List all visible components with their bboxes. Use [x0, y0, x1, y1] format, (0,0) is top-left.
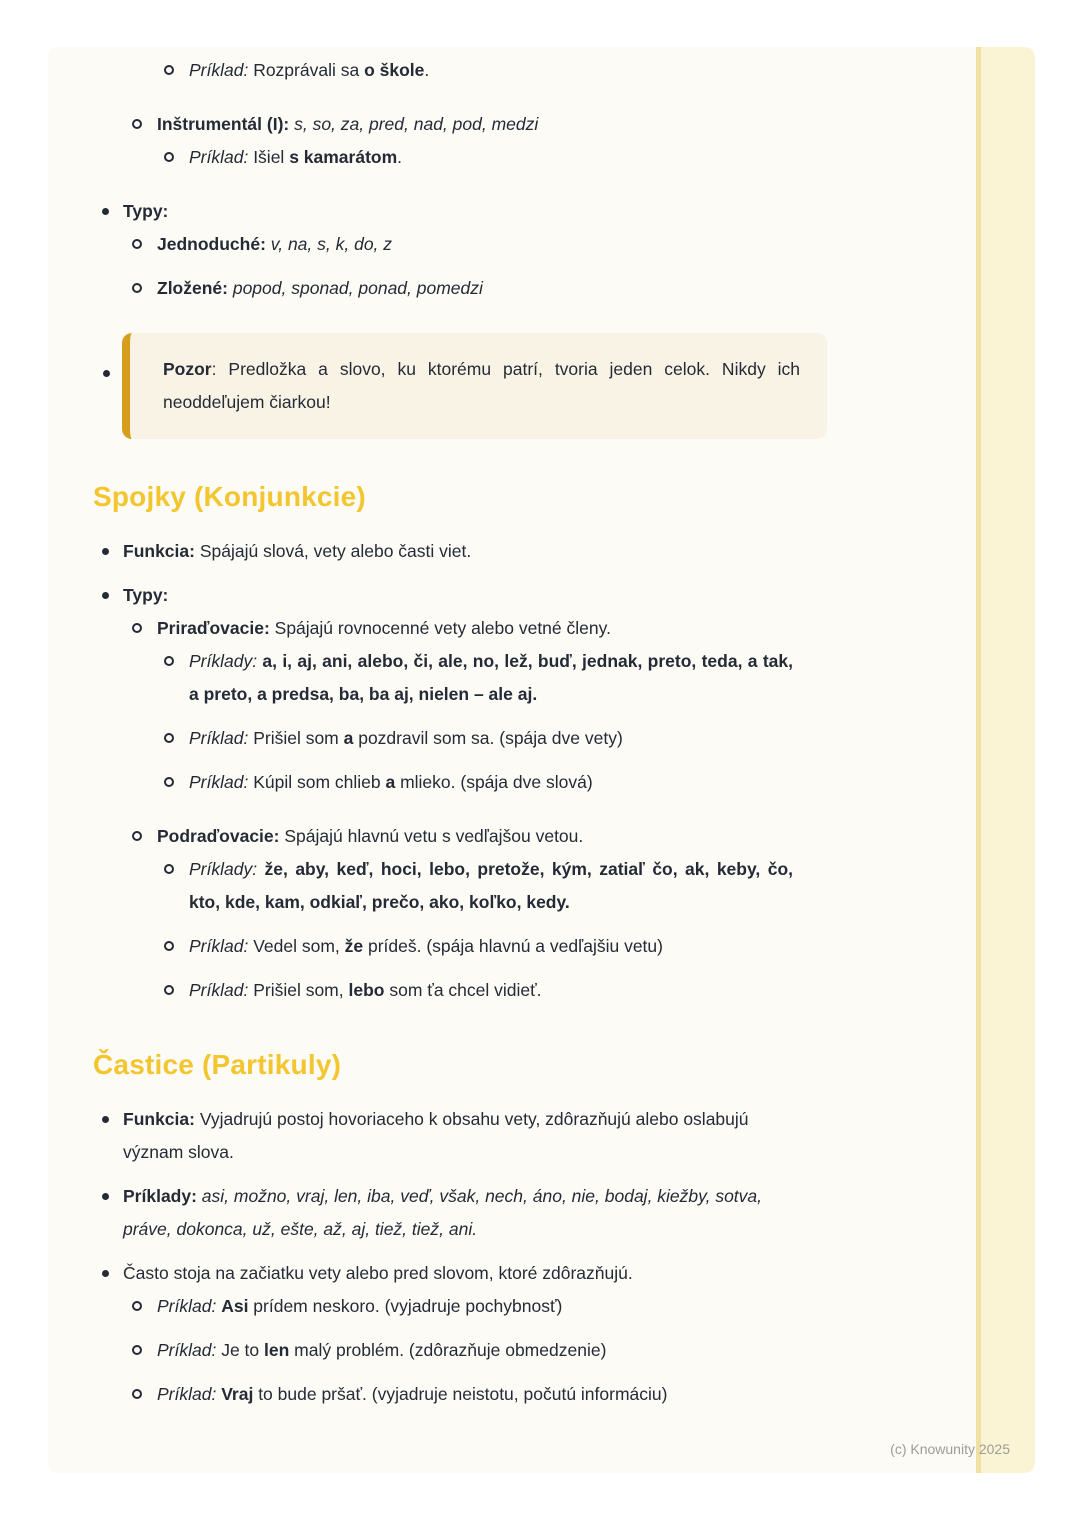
text-segment: Príklady: [123, 1186, 197, 1206]
circle-bullet-icon [132, 623, 142, 633]
text-segment: to bude pršať. (vyjadruje neistotu, počutú informáciu) [253, 1384, 668, 1404]
list-item [93, 141, 793, 174]
text-segment: Asi [221, 1296, 249, 1316]
text-segment: Spájajú slová, vety alebo časti viet. [194, 541, 472, 561]
circle-bullet-icon [164, 864, 174, 874]
circle-bullet-icon [164, 152, 174, 162]
text-segment: s kamarátom [289, 147, 398, 167]
text-segment: asi, možno, vraj, len, iba, veď, však, nech, áno, nie, bodaj, kiežby, sotva, práve, dokonca, už, ešte, až, aj, tiež, tiež, ani. [123, 1186, 763, 1239]
text-segment: Príklad: [189, 980, 249, 1000]
text-segment: prídem neskoro. (vyjadruje pochybnosť) [248, 1296, 563, 1316]
page-accent-stripe [976, 47, 1035, 1473]
circle-bullet-icon [132, 119, 142, 129]
text-segment: pozdravil som sa. (spája dve vety) [353, 728, 623, 748]
text-segment: Typy: [123, 585, 169, 605]
text-segment: Príklad: [189, 936, 249, 956]
text-segment: malý problém. (zdôrazňuje obmedzenie) [289, 1340, 607, 1360]
circle-bullet-icon [132, 239, 142, 249]
text-segment: Príklad: [189, 147, 249, 167]
circle-bullet-icon [164, 733, 174, 743]
text-segment: Často stoja na začiatku vety alebo pred slovom, ktoré zdôrazňujú. [123, 1263, 633, 1283]
text-segment: s, so, za, pred, nad, pod, medzi [289, 114, 539, 134]
list-item [93, 1378, 793, 1411]
text-segment: Príklad: [157, 1340, 217, 1360]
text-segment: a [385, 772, 396, 792]
text-segment: o škole [364, 60, 425, 80]
bullet-icon [102, 548, 109, 555]
text-segment: že [344, 936, 364, 956]
list-item [93, 1290, 793, 1323]
list-item [93, 722, 793, 755]
text-segment: prídeš. (spája hlavnú a vedľajšiu vetu) [363, 936, 663, 956]
text-segment: a, i, aj, ani, alebo, či, ale, no, lež, buď, jednak, preto, teda, a tak, a preto, a predsa, ba, ba aj, nielen – ale aj. [189, 651, 793, 704]
text-segment: Príklad: [157, 1296, 217, 1316]
circle-bullet-icon [164, 656, 174, 666]
list-item [93, 974, 793, 1007]
callout-list-item [93, 333, 800, 439]
text-segment: len [264, 1340, 290, 1360]
text-segment: Pozor [163, 359, 212, 379]
circle-bullet-icon [164, 65, 174, 75]
warning-callout [122, 333, 827, 439]
text-segment: Kúpil som chlieb [248, 772, 386, 792]
text-segment: Rozprávali sa [248, 60, 365, 80]
text-segment: . [397, 147, 403, 167]
circle-bullet-icon [132, 1345, 142, 1355]
copyright-footer: (c) Knowunity 2025 [890, 1441, 1010, 1457]
text-segment: Príklad: [189, 60, 249, 80]
list-item [93, 853, 793, 919]
list-item [93, 272, 793, 305]
text-segment: Príklad: [157, 1384, 217, 1404]
text-segment: Príklad: [189, 728, 249, 748]
bullet-icon [102, 1193, 109, 1200]
text-segment: Vyjadrujú postoj hovoriaceho k obsahu vety, zdôrazňujú alebo oslabujú význam slova. [123, 1109, 749, 1162]
text-segment: Je to [216, 1340, 264, 1360]
text-segment: Podraďovacie: [157, 826, 280, 846]
bullet-icon [102, 1116, 109, 1123]
list-item [93, 579, 793, 612]
text-segment: Vedel som, [248, 936, 345, 956]
list-item [93, 766, 793, 799]
list-item [93, 930, 793, 963]
text-segment: Priraďovacie: [157, 618, 270, 638]
text-segment: Spájajú rovnocenné vety alebo vetné členy. [269, 618, 611, 638]
circle-bullet-icon [132, 1301, 142, 1311]
text-segment: Išiel [248, 147, 290, 167]
text-segment: som ťa chcel vidieť. [384, 980, 542, 1000]
text-segment: Prišiel som, [248, 980, 349, 1000]
text-segment: . [424, 60, 430, 80]
text-segment: Spájajú hlavnú vetu s vedľajšou vetou. [279, 826, 584, 846]
list-item [93, 228, 793, 261]
list-item [93, 54, 793, 87]
text-segment: Jednoduché: [157, 234, 266, 254]
list-item [93, 1103, 793, 1169]
bullet-icon [102, 1270, 109, 1277]
text-segment: Inštrumentál (I): [157, 114, 290, 134]
section-heading: Spojky (Konjunkcie) [93, 481, 366, 512]
list-item [93, 108, 793, 141]
list-item [93, 612, 793, 645]
list-item [93, 195, 793, 228]
text-segment: mlieko. (spája dve slová) [395, 772, 593, 792]
text-segment: : Predložka a slovo, ku ktorému patrí, tvoria jeden celok. Nikdy ich neoddeľujem čiarkou! [163, 359, 800, 412]
bullet-icon [102, 592, 109, 599]
text-segment: lebo [348, 980, 385, 1000]
text-segment: Typy: [123, 201, 169, 221]
text-segment: Funkcia: [123, 1109, 195, 1129]
text-segment: Funkcia: [123, 541, 195, 561]
bullet-icon [103, 370, 110, 377]
text-segment [257, 859, 264, 879]
circle-bullet-icon [132, 831, 142, 841]
text-segment: Príklad: [189, 772, 249, 792]
list-item [93, 1334, 793, 1367]
bullet-icon [102, 208, 109, 215]
document-body [93, 54, 800, 1411]
text-segment: Prišiel som [248, 728, 344, 748]
text-segment: v, na, s, k, do, z [265, 234, 393, 254]
list-item [93, 820, 793, 853]
circle-bullet-icon [164, 777, 174, 787]
text-segment: popod, sponad, ponad, pomedzi [227, 278, 483, 298]
section-heading: Častice (Partikuly) [93, 1049, 342, 1080]
document-page [48, 47, 1035, 1473]
circle-bullet-icon [132, 283, 142, 293]
list-item [93, 1257, 793, 1290]
list-item [93, 1180, 793, 1246]
list-item [93, 535, 793, 568]
text-segment: Vraj [221, 1384, 254, 1404]
circle-bullet-icon [164, 941, 174, 951]
list-item [93, 645, 793, 711]
text-segment: Príklady: [189, 859, 258, 879]
text-segment: že, aby, keď, hoci, lebo, pretože, kým, zatiaľ čo, ak, keby, čo, kto, kde, kam, odkiaľ, prečo, ako, koľko, kedy. [189, 859, 793, 912]
text-segment: Zložené: [157, 278, 228, 298]
circle-bullet-icon [164, 985, 174, 995]
text-segment: a [343, 728, 354, 748]
text-segment: Príklady: [189, 651, 258, 671]
circle-bullet-icon [132, 1389, 142, 1399]
